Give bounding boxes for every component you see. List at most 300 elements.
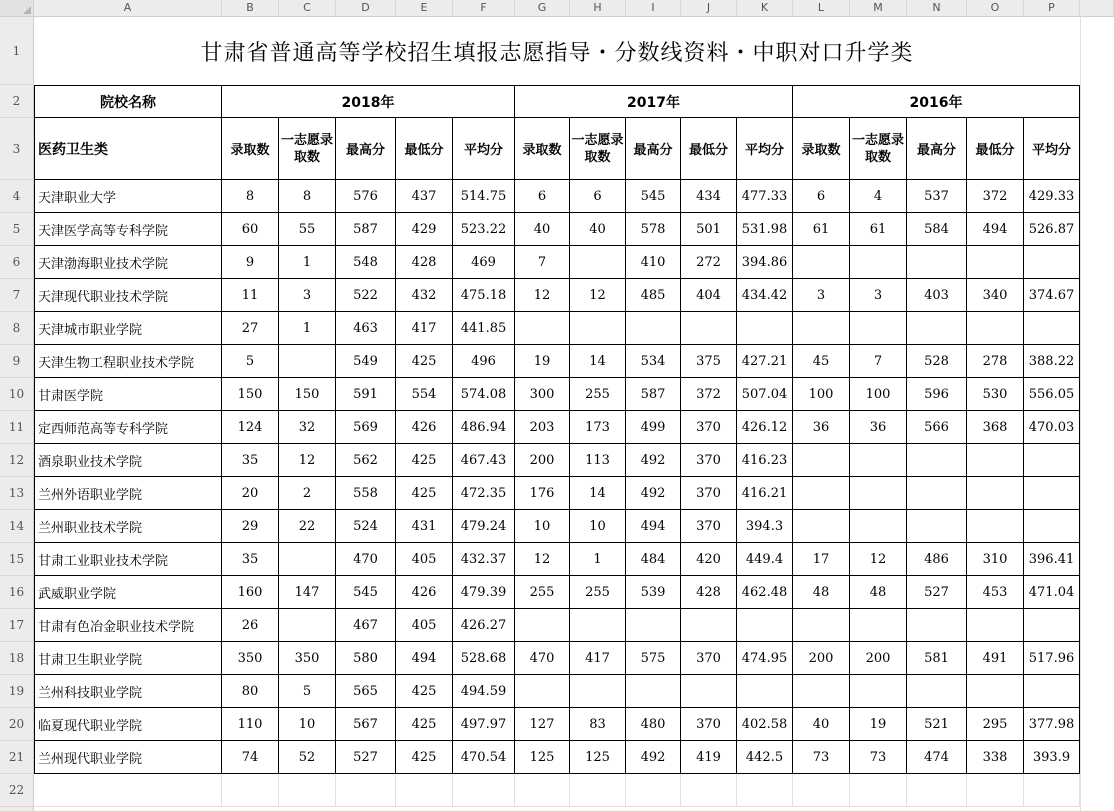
data-cell[interactable]: 340: [967, 279, 1024, 312]
data-cell[interactable]: [1024, 246, 1080, 279]
data-cell[interactable]: 377.98: [1024, 708, 1080, 741]
school-name-cell[interactable]: 兰州科技职业学院: [34, 675, 222, 708]
data-cell[interactable]: 432.37: [453, 543, 515, 576]
row-number-6[interactable]: 6: [0, 246, 33, 279]
row-number-4[interactable]: 4: [0, 180, 33, 213]
data-cell[interactable]: 7: [850, 345, 907, 378]
data-cell[interactable]: [907, 510, 967, 543]
empty-cell[interactable]: [1024, 774, 1080, 807]
data-cell[interactable]: 462.48: [737, 576, 793, 609]
data-cell[interactable]: 350: [279, 642, 336, 675]
row-number-22[interactable]: 22: [0, 774, 33, 807]
data-cell[interactable]: 255: [570, 576, 626, 609]
data-cell[interactable]: 596: [907, 378, 967, 411]
data-cell[interactable]: 73: [793, 741, 850, 774]
data-cell[interactable]: [681, 675, 737, 708]
column-letter-N[interactable]: N: [907, 0, 967, 16]
row-number-12[interactable]: 12: [0, 444, 33, 477]
data-cell[interactable]: 521: [907, 708, 967, 741]
data-cell[interactable]: 45: [793, 345, 850, 378]
data-cell[interactable]: 425: [396, 675, 453, 708]
empty-cell[interactable]: [850, 774, 907, 807]
empty-cell[interactable]: [279, 774, 336, 807]
data-cell[interactable]: 5: [222, 345, 279, 378]
data-cell[interactable]: 575: [626, 642, 681, 675]
data-cell[interactable]: 125: [570, 741, 626, 774]
data-cell[interactable]: 426.27: [453, 609, 515, 642]
empty-cell[interactable]: [396, 774, 453, 807]
data-cell[interactable]: [515, 675, 570, 708]
header-category[interactable]: 医药卫生类: [34, 118, 222, 180]
subheader-avg-score[interactable]: 平均分: [453, 118, 515, 180]
row-number-21[interactable]: 21: [0, 741, 33, 774]
data-cell[interactable]: 554: [396, 378, 453, 411]
data-cell[interactable]: [967, 444, 1024, 477]
data-cell[interactable]: 569: [336, 411, 396, 444]
row-number-16[interactable]: 16: [0, 576, 33, 609]
data-cell[interactable]: 402.58: [737, 708, 793, 741]
data-cell[interactable]: 19: [515, 345, 570, 378]
data-cell[interactable]: 562: [336, 444, 396, 477]
data-cell[interactable]: 48: [850, 576, 907, 609]
data-cell[interactable]: 29: [222, 510, 279, 543]
data-cell[interactable]: 558: [336, 477, 396, 510]
data-cell[interactable]: [967, 477, 1024, 510]
data-cell[interactable]: 200: [793, 642, 850, 675]
data-cell[interactable]: 470.03: [1024, 411, 1080, 444]
empty-cell[interactable]: [737, 774, 793, 807]
data-cell[interactable]: 574.08: [453, 378, 515, 411]
data-cell[interactable]: 338: [967, 741, 1024, 774]
data-cell[interactable]: 40: [793, 708, 850, 741]
data-cell[interactable]: 3: [850, 279, 907, 312]
subheader-max-score[interactable]: 最高分: [336, 118, 396, 180]
data-cell[interactable]: [737, 312, 793, 345]
data-cell[interactable]: 591: [336, 378, 396, 411]
school-name-cell[interactable]: 甘肃医学院: [34, 378, 222, 411]
data-cell[interactable]: 272: [681, 246, 737, 279]
data-cell[interactable]: 453: [967, 576, 1024, 609]
data-cell[interactable]: 375: [681, 345, 737, 378]
data-cell[interactable]: 517.96: [1024, 642, 1080, 675]
data-cell[interactable]: 370: [681, 411, 737, 444]
data-cell[interactable]: 556.05: [1024, 378, 1080, 411]
data-cell[interactable]: 370: [681, 510, 737, 543]
data-cell[interactable]: 474: [907, 741, 967, 774]
column-letter-L[interactable]: L: [793, 0, 850, 16]
data-cell[interactable]: 80: [222, 675, 279, 708]
data-cell[interactable]: 467.43: [453, 444, 515, 477]
data-cell[interactable]: 147: [279, 576, 336, 609]
data-cell[interactable]: 8: [279, 180, 336, 213]
data-cell[interactable]: [570, 609, 626, 642]
data-cell[interactable]: 6: [570, 180, 626, 213]
data-cell[interactable]: 463: [336, 312, 396, 345]
data-cell[interactable]: 429: [396, 213, 453, 246]
data-cell[interactable]: 432: [396, 279, 453, 312]
column-letter-P[interactable]: P: [1024, 0, 1080, 16]
data-cell[interactable]: [1024, 444, 1080, 477]
data-cell[interactable]: 587: [626, 378, 681, 411]
data-cell[interactable]: 40: [570, 213, 626, 246]
data-cell[interactable]: 531.98: [737, 213, 793, 246]
data-cell[interactable]: 255: [515, 576, 570, 609]
empty-cell[interactable]: [570, 774, 626, 807]
data-cell[interactable]: 368: [967, 411, 1024, 444]
empty-column-area[interactable]: [1080, 17, 1114, 811]
data-cell[interactable]: [279, 345, 336, 378]
data-cell[interactable]: 403: [907, 279, 967, 312]
column-letter-E[interactable]: E: [396, 0, 453, 16]
data-cell[interactable]: 405: [396, 609, 453, 642]
data-cell[interactable]: 9: [222, 246, 279, 279]
data-cell[interactable]: 539: [626, 576, 681, 609]
empty-cell[interactable]: [681, 774, 737, 807]
data-cell[interactable]: 545: [626, 180, 681, 213]
data-cell[interactable]: 124: [222, 411, 279, 444]
header-year-2016年[interactable]: 2016年: [793, 85, 1080, 118]
data-cell[interactable]: 350: [222, 642, 279, 675]
data-cell[interactable]: 404: [681, 279, 737, 312]
data-cell[interactable]: 527: [907, 576, 967, 609]
data-cell[interactable]: 32: [279, 411, 336, 444]
data-cell[interactable]: 26: [222, 609, 279, 642]
data-cell[interactable]: [907, 312, 967, 345]
data-cell[interactable]: 428: [681, 576, 737, 609]
data-cell[interactable]: 494: [396, 642, 453, 675]
data-cell[interactable]: 428: [396, 246, 453, 279]
data-cell[interactable]: [907, 609, 967, 642]
data-cell[interactable]: 6: [515, 180, 570, 213]
data-cell[interactable]: 587: [336, 213, 396, 246]
empty-cell[interactable]: [453, 774, 515, 807]
data-cell[interactable]: 73: [850, 741, 907, 774]
data-cell[interactable]: [793, 675, 850, 708]
data-cell[interactable]: 83: [570, 708, 626, 741]
column-letter-K[interactable]: K: [737, 0, 793, 16]
data-cell[interactable]: 14: [570, 477, 626, 510]
data-cell[interactable]: 479.24: [453, 510, 515, 543]
data-cell[interactable]: 173: [570, 411, 626, 444]
data-cell[interactable]: 20: [222, 477, 279, 510]
column-letter-B[interactable]: B: [222, 0, 279, 16]
row-number-8[interactable]: 8: [0, 312, 33, 345]
data-cell[interactable]: 480: [626, 708, 681, 741]
row-number-1[interactable]: 1: [0, 17, 33, 85]
data-cell[interactable]: 425: [396, 444, 453, 477]
data-cell[interactable]: 35: [222, 444, 279, 477]
data-cell[interactable]: 492: [626, 741, 681, 774]
subheader-max-score[interactable]: 最高分: [626, 118, 681, 180]
row-number-3[interactable]: 3: [0, 118, 33, 180]
data-cell[interactable]: [681, 312, 737, 345]
data-cell[interactable]: [737, 675, 793, 708]
data-cell[interactable]: 10: [570, 510, 626, 543]
data-cell[interactable]: 61: [850, 213, 907, 246]
data-cell[interactable]: [570, 675, 626, 708]
row-number-10[interactable]: 10: [0, 378, 33, 411]
subheader-first-choice-admitted[interactable]: 一志愿录取数: [570, 118, 626, 180]
data-cell[interactable]: 576: [336, 180, 396, 213]
school-name-cell[interactable]: 兰州职业技术学院: [34, 510, 222, 543]
school-name-cell[interactable]: 定西师范高等专科学院: [34, 411, 222, 444]
data-cell[interactable]: 567: [336, 708, 396, 741]
data-cell[interactable]: 534: [626, 345, 681, 378]
data-cell[interactable]: 491: [967, 642, 1024, 675]
data-cell[interactable]: 425: [396, 741, 453, 774]
data-cell[interactable]: 429.33: [1024, 180, 1080, 213]
subheader-admitted[interactable]: 录取数: [793, 118, 850, 180]
data-cell[interactable]: 410: [626, 246, 681, 279]
data-cell[interactable]: 12: [515, 543, 570, 576]
data-cell[interactable]: 17: [793, 543, 850, 576]
subheader-max-score[interactable]: 最高分: [907, 118, 967, 180]
row-number-2[interactable]: 2: [0, 85, 33, 118]
subheader-min-score[interactable]: 最低分: [681, 118, 737, 180]
data-cell[interactable]: 27: [222, 312, 279, 345]
row-number-18[interactable]: 18: [0, 642, 33, 675]
school-name-cell[interactable]: 兰州外语职业学院: [34, 477, 222, 510]
data-cell[interactable]: [793, 312, 850, 345]
data-cell[interactable]: 477.33: [737, 180, 793, 213]
data-cell[interactable]: 200: [515, 444, 570, 477]
data-cell[interactable]: 6: [793, 180, 850, 213]
data-cell[interactable]: [515, 312, 570, 345]
data-cell[interactable]: 449.4: [737, 543, 793, 576]
data-cell[interactable]: 295: [967, 708, 1024, 741]
data-cell[interactable]: 527: [336, 741, 396, 774]
data-cell[interactable]: [967, 675, 1024, 708]
row-number-14[interactable]: 14: [0, 510, 33, 543]
data-cell[interactable]: 523.22: [453, 213, 515, 246]
school-name-cell[interactable]: 甘肃工业职业技术学院: [34, 543, 222, 576]
data-cell[interactable]: [850, 510, 907, 543]
header-year-2018年[interactable]: 2018年: [222, 85, 515, 118]
data-cell[interactable]: 36: [793, 411, 850, 444]
data-cell[interactable]: 150: [222, 378, 279, 411]
data-cell[interactable]: [793, 246, 850, 279]
header-year-2017年[interactable]: 2017年: [515, 85, 793, 118]
data-cell[interactable]: 113: [570, 444, 626, 477]
data-cell[interactable]: 3: [279, 279, 336, 312]
data-cell[interactable]: 528.68: [453, 642, 515, 675]
data-cell[interactable]: 300: [515, 378, 570, 411]
data-cell[interactable]: 40: [515, 213, 570, 246]
data-cell[interactable]: 522: [336, 279, 396, 312]
data-cell[interactable]: [907, 477, 967, 510]
data-cell[interactable]: 470: [515, 642, 570, 675]
data-cell[interactable]: 35: [222, 543, 279, 576]
data-cell[interactable]: 431: [396, 510, 453, 543]
data-cell[interactable]: 492: [626, 477, 681, 510]
data-cell[interactable]: 1: [279, 246, 336, 279]
data-cell[interactable]: 255: [570, 378, 626, 411]
data-cell[interactable]: 580: [336, 642, 396, 675]
data-cell[interactable]: [850, 477, 907, 510]
data-cell[interactable]: [793, 609, 850, 642]
column-letter-D[interactable]: D: [336, 0, 396, 16]
data-cell[interactable]: [850, 444, 907, 477]
data-cell[interactable]: [1024, 675, 1080, 708]
data-cell[interactable]: 479.39: [453, 576, 515, 609]
data-cell[interactable]: 52: [279, 741, 336, 774]
data-cell[interactable]: 417: [396, 312, 453, 345]
data-cell[interactable]: [967, 609, 1024, 642]
data-cell[interactable]: 426: [396, 411, 453, 444]
data-cell[interactable]: 14: [570, 345, 626, 378]
data-cell[interactable]: 10: [515, 510, 570, 543]
empty-cell[interactable]: [907, 774, 967, 807]
data-cell[interactable]: [850, 675, 907, 708]
data-cell[interactable]: [681, 609, 737, 642]
data-cell[interactable]: 426: [396, 576, 453, 609]
data-cell[interactable]: 426.12: [737, 411, 793, 444]
data-cell[interactable]: 437: [396, 180, 453, 213]
data-cell[interactable]: 578: [626, 213, 681, 246]
column-letter-H[interactable]: H: [570, 0, 626, 16]
data-cell[interactable]: 434.42: [737, 279, 793, 312]
school-name-cell[interactable]: 临夏现代职业学院: [34, 708, 222, 741]
data-cell[interactable]: 372: [681, 378, 737, 411]
data-cell[interactable]: 420: [681, 543, 737, 576]
empty-cell[interactable]: [222, 774, 279, 807]
data-cell[interactable]: 394.3: [737, 510, 793, 543]
data-cell[interactable]: 55: [279, 213, 336, 246]
data-cell[interactable]: 425: [396, 477, 453, 510]
row-number-20[interactable]: 20: [0, 708, 33, 741]
data-cell[interactable]: [570, 246, 626, 279]
data-cell[interactable]: 425: [396, 708, 453, 741]
data-cell[interactable]: 492: [626, 444, 681, 477]
data-cell[interactable]: 100: [793, 378, 850, 411]
data-cell[interactable]: 499: [626, 411, 681, 444]
subheader-first-choice-admitted[interactable]: 一志愿录取数: [850, 118, 907, 180]
school-name-cell[interactable]: 武威职业学院: [34, 576, 222, 609]
data-cell[interactable]: 393.9: [1024, 741, 1080, 774]
data-cell[interactable]: [737, 609, 793, 642]
column-letter-A[interactable]: A: [34, 0, 222, 16]
data-cell[interactable]: 12: [515, 279, 570, 312]
data-cell[interactable]: 4: [850, 180, 907, 213]
subheader-admitted[interactable]: 录取数: [515, 118, 570, 180]
data-cell[interactable]: 486.94: [453, 411, 515, 444]
data-cell[interactable]: 60: [222, 213, 279, 246]
data-cell[interactable]: 22: [279, 510, 336, 543]
empty-cell[interactable]: [626, 774, 681, 807]
row-number-13[interactable]: 13: [0, 477, 33, 510]
data-cell[interactable]: [967, 312, 1024, 345]
data-cell[interactable]: 12: [279, 444, 336, 477]
data-cell[interactable]: 176: [515, 477, 570, 510]
data-cell[interactable]: 548: [336, 246, 396, 279]
data-cell[interactable]: 405: [396, 543, 453, 576]
school-name-cell[interactable]: 甘肃有色冶金职业技术学院: [34, 609, 222, 642]
data-cell[interactable]: 417: [570, 642, 626, 675]
data-cell[interactable]: [626, 675, 681, 708]
empty-cell[interactable]: [967, 774, 1024, 807]
data-cell[interactable]: 127: [515, 708, 570, 741]
data-cell[interactable]: 530: [967, 378, 1024, 411]
data-cell[interactable]: 374.67: [1024, 279, 1080, 312]
column-letter-G[interactable]: G: [515, 0, 570, 16]
data-cell[interactable]: 310: [967, 543, 1024, 576]
data-cell[interactable]: [626, 312, 681, 345]
data-cell[interactable]: 528: [907, 345, 967, 378]
data-cell[interactable]: 1: [279, 312, 336, 345]
data-cell[interactable]: [1024, 609, 1080, 642]
data-cell[interactable]: 200: [850, 642, 907, 675]
school-name-cell[interactable]: 天津医学高等专科学院: [34, 213, 222, 246]
school-name-cell[interactable]: 酒泉职业技术学院: [34, 444, 222, 477]
data-cell[interactable]: 100: [850, 378, 907, 411]
subheader-min-score[interactable]: 最低分: [396, 118, 453, 180]
data-cell[interactable]: 427.21: [737, 345, 793, 378]
data-cell[interactable]: 470.54: [453, 741, 515, 774]
data-cell[interactable]: 110: [222, 708, 279, 741]
data-cell[interactable]: 370: [681, 477, 737, 510]
data-cell[interactable]: 537: [907, 180, 967, 213]
data-cell[interactable]: 584: [907, 213, 967, 246]
data-cell[interactable]: 470: [336, 543, 396, 576]
data-cell[interactable]: 61: [793, 213, 850, 246]
data-cell[interactable]: 160: [222, 576, 279, 609]
data-cell[interactable]: 486: [907, 543, 967, 576]
data-cell[interactable]: [793, 444, 850, 477]
column-letter-F[interactable]: F: [453, 0, 515, 16]
school-name-cell[interactable]: 兰州现代职业学院: [34, 741, 222, 774]
data-cell[interactable]: 484: [626, 543, 681, 576]
data-cell[interactable]: 565: [336, 675, 396, 708]
empty-cell[interactable]: [336, 774, 396, 807]
data-cell[interactable]: 416.23: [737, 444, 793, 477]
row-number-11[interactable]: 11: [0, 411, 33, 444]
data-cell[interactable]: [1024, 312, 1080, 345]
data-cell[interactable]: 19: [850, 708, 907, 741]
data-cell[interactable]: 370: [681, 444, 737, 477]
data-cell[interactable]: [850, 312, 907, 345]
data-cell[interactable]: [279, 543, 336, 576]
data-cell[interactable]: 524: [336, 510, 396, 543]
data-cell[interactable]: 549: [336, 345, 396, 378]
data-cell[interactable]: 8: [222, 180, 279, 213]
empty-cell[interactable]: [34, 774, 222, 807]
data-cell[interactable]: 372: [967, 180, 1024, 213]
data-cell[interactable]: [850, 246, 907, 279]
data-cell[interactable]: 507.04: [737, 378, 793, 411]
column-letter-O[interactable]: O: [967, 0, 1024, 16]
subheader-min-score[interactable]: 最低分: [967, 118, 1024, 180]
row-number-17[interactable]: 17: [0, 609, 33, 642]
data-cell[interactable]: 434: [681, 180, 737, 213]
data-cell[interactable]: 396.41: [1024, 543, 1080, 576]
empty-cell[interactable]: [515, 774, 570, 807]
data-cell[interactable]: 545: [336, 576, 396, 609]
data-cell[interactable]: 442.5: [737, 741, 793, 774]
data-cell[interactable]: 526.87: [1024, 213, 1080, 246]
school-name-cell[interactable]: 天津城市职业学院: [34, 312, 222, 345]
row-number-19[interactable]: 19: [0, 675, 33, 708]
data-cell[interactable]: [515, 609, 570, 642]
data-cell[interactable]: 497.97: [453, 708, 515, 741]
header-school-name[interactable]: 院校名称: [34, 85, 222, 118]
data-cell[interactable]: 5: [279, 675, 336, 708]
column-letter-C[interactable]: C: [279, 0, 336, 16]
data-cell[interactable]: 501: [681, 213, 737, 246]
school-name-cell[interactable]: 天津现代职业技术学院: [34, 279, 222, 312]
data-cell[interactable]: [793, 477, 850, 510]
data-cell[interactable]: 203: [515, 411, 570, 444]
data-cell[interactable]: 125: [515, 741, 570, 774]
